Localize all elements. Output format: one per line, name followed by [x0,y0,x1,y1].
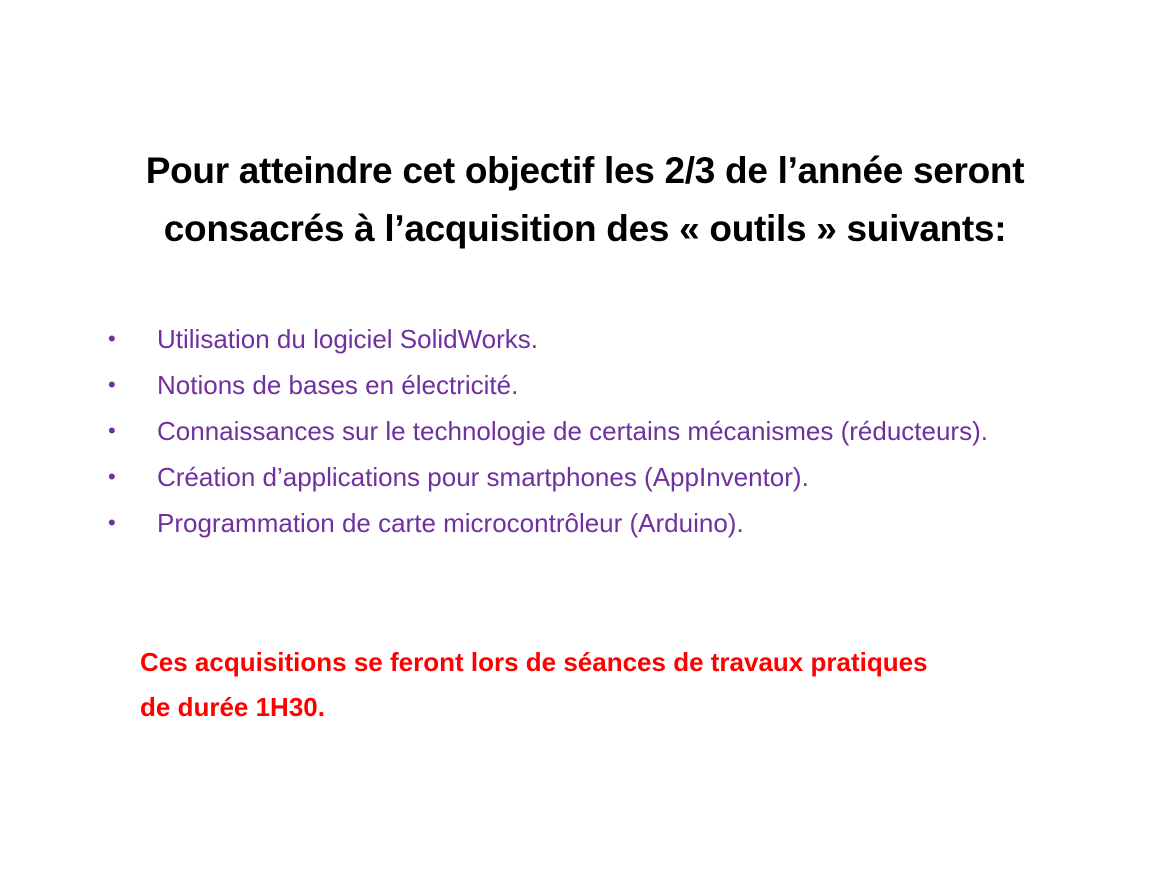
note-line-1: Ces acquisitions se feront lors de séances de travaux pratiques [140,647,928,677]
bullet-text: Utilisation du logiciel SolidWorks. [157,324,539,354]
bullet-text: Programmation de carte microcontrôleur (Arduino). [157,508,744,538]
bullet-text: Notions de bases en électricité. [157,370,519,400]
bullet-icon: • [108,464,116,489]
bullet-text: Création d’applications pour smartphones (AppInventor). [157,462,809,492]
bullet-icon: • [108,372,116,397]
bullet-text: Connaissances sur le technologie de certains mécanismes (réducteurs). [157,416,988,446]
bullet-icon: • [108,510,116,535]
slide-title-line-2: consacrés à l’acquisition des « outils » suivants: [163,208,1007,249]
slide-title [60,142,1110,258]
note-text [140,640,1100,730]
note-line-2: de durée 1H30. [140,692,325,722]
slide-title-line-1: Pour atteindre cet objectif les 2/3 de l’année seront [145,150,1025,191]
bullet-icon: • [108,418,116,443]
bullet-icon: • [108,326,116,351]
